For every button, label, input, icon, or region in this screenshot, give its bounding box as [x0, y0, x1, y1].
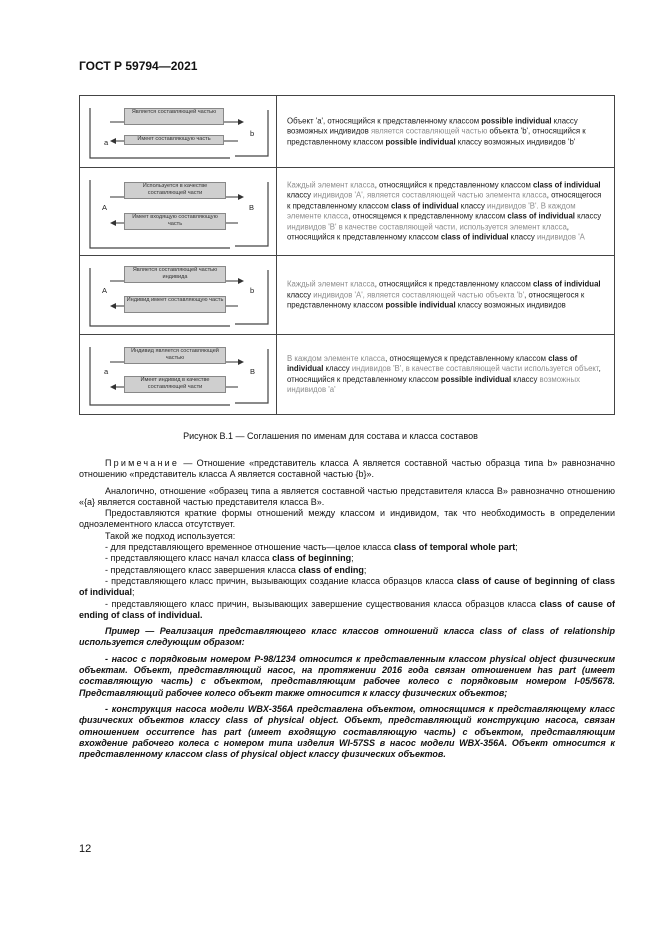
- diagram-1-lines: [80, 96, 277, 167]
- diagram-3-bottom-box: Индивид имеет составляющую часть: [124, 296, 226, 313]
- example-intro: Пример — Реализация представляющего класс классов отношений класса class of class of relationship используется следующим образом:: [79, 626, 615, 648]
- figure-text-segment: классу: [287, 190, 314, 200]
- figure-text-segment: индивидов 'A', является составляющей частью элемента класса: [313, 190, 547, 200]
- figure-text-segment: , относящемуся к представленному классом: [385, 353, 549, 363]
- figure-row-3-text: [287, 279, 606, 311]
- figure-text-segment: индивидов 'B' в качестве составляющей части, используется элемент класса: [287, 222, 567, 231]
- figure-text-segment: возможных индивидов 'a': [287, 374, 581, 394]
- diagram-1-top-box: Является составляющей частью: [124, 108, 224, 125]
- figure-text-segment: , относящегося к представленному классом: [287, 289, 585, 310]
- bullet-2-term: class of beginning: [272, 553, 352, 564]
- diagram-2: [80, 168, 277, 255]
- figure-text-segment: possible individual: [481, 115, 552, 125]
- diagram-2-bottom-box: Имеет входящую составляющую часть: [124, 213, 226, 230]
- diagram-3: [80, 256, 277, 334]
- diagram-4-bottom-box: Имеет индивид в качестве составляющей части: [124, 376, 226, 393]
- figure-text-segment: , относящемся к представленному классом: [348, 211, 508, 221]
- figure-text-segment: классу возможных индивидов: [455, 300, 566, 310]
- body-text: [79, 458, 615, 760]
- bullet-4-end: ;: [132, 587, 135, 598]
- paragraph-approach: Такой же подход используется:: [105, 530, 236, 541]
- bullet-3: [79, 565, 615, 576]
- bullet-1-end: ;: [515, 542, 518, 553]
- diagram-2-right-label: B: [249, 203, 255, 212]
- bullet-4-text: - представляющего класс причин, вызывающих создание класса образцов класса: [105, 575, 457, 586]
- note-label: Примечание: [105, 458, 180, 468]
- figure-text-segment: class of individual: [287, 353, 578, 373]
- diagram-4: [80, 335, 277, 414]
- bullet-1: [79, 542, 615, 553]
- diagram-1-left-label: a: [104, 138, 109, 147]
- figure-text-segment: классу: [574, 211, 602, 221]
- figure-text-segment: классу: [511, 374, 540, 384]
- diagram-3-right-label: b: [250, 286, 255, 295]
- figure-row-4-text: [287, 354, 606, 396]
- diagram-1: [80, 96, 277, 167]
- bullet-5-term: class of cause of ending of class of individual.: [79, 598, 615, 620]
- figure-row-1: [80, 96, 614, 167]
- figure-text-segment: Каждый элемент класса: [287, 180, 375, 189]
- figure-caption: Рисунок B.1 — Соглашения по именам для состава и класса составов: [183, 431, 478, 441]
- figure-text-segment: классу возможных индивидов: [287, 115, 578, 136]
- diagram-1-bottom-box: Имеет составляющую часть: [124, 135, 224, 145]
- figure-text-segment: индивидов 'A', является составляющей частью объекта 'b': [313, 289, 525, 299]
- figure-text-segment: классу возможных индивидов 'b': [455, 136, 576, 146]
- figure-text-segment: классу: [508, 232, 537, 242]
- figure-text-segment: , относящегося к представленному классом: [287, 190, 602, 210]
- figure-text-segment: , относящийся к представленному классом: [287, 364, 601, 384]
- figure-table: [79, 95, 615, 415]
- figure-text-segment: индивидов 'B'.: [487, 201, 539, 210]
- figure-text-segment: В каждом элементе класса: [287, 353, 386, 363]
- figure-row-3: [80, 255, 614, 334]
- bullet-4-term: class of cause of beginning of class of individual: [79, 575, 615, 598]
- example-item-1: - насос с порядковым номером P-98/1234 относится к представленным классом physical object физическим объектам. Объект, представляющий насос, на протяжении 2016 года связан отношением has part (имеет составляющую часть) с объектом, представляющим рабочее колесо с порядковым номером I-05/5678. Представляющий рабочее колесо объект также относится к классу физических объектов;: [79, 653, 615, 698]
- figure-text-segment: В каждом элементе класса: [287, 201, 576, 221]
- figure-text-segment: классу: [458, 201, 488, 210]
- figure-text-segment: class of individual: [391, 201, 459, 210]
- figure-text-segment: классу: [323, 364, 352, 373]
- figure-text-segment: классу: [287, 289, 314, 299]
- figure-text-segment: , относящийся к представленному классом: [374, 180, 533, 189]
- diagram-4-left-label: a: [104, 367, 109, 376]
- bullet-5: [79, 599, 615, 622]
- figure-text-segment: , относящийся к представленному классом: [374, 279, 533, 289]
- paragraph-analog: Аналогично, отношение «образец типа a является составной частью представителя класса B» равнозначно отношению «{a} является составной частью представителя класса B».: [79, 485, 615, 507]
- figure-text-segment: , относящийся к представленному классом: [287, 222, 569, 242]
- figure-text-segment: possible individual: [385, 136, 456, 146]
- bullet-2: [79, 553, 615, 564]
- diagram-3-left-label: A: [102, 286, 108, 295]
- figure-text-segment: class of individual: [532, 279, 601, 289]
- figure-text-segment: объекта 'b', относящийся к представленному классом: [287, 126, 586, 146]
- diagram-2-top-box: Используется в качестве составляющей части: [124, 182, 226, 199]
- figure-text-segment: possible individual: [440, 374, 512, 384]
- figure-text-segment: Каждый элемент класса: [287, 279, 375, 289]
- note-text: — Отношение «представитель класса A является составной частью образца типа b» равнозначно отношению «представитель класса A является составной частью {b}».: [79, 458, 615, 480]
- figure-row-2-text: [287, 180, 606, 243]
- figure-text-segment: class of individual: [532, 180, 601, 189]
- bullet-3-text: - представляющего класс завершения класса: [105, 564, 299, 575]
- paragraph-short-forms: Предоставляются краткие формы отношений между классом и индивидом, так что необходимость в определении одноэлементного класса отсутствует.: [79, 508, 615, 530]
- diagram-4-top-box: Индивид является составляющей частью: [124, 347, 226, 364]
- document-standard-header: ГОСТ Р 59794—2021: [79, 59, 198, 73]
- page-number: 12: [79, 843, 92, 855]
- figure-text-segment: является составляющей частью: [370, 126, 488, 136]
- figure-row-4: [80, 334, 614, 414]
- figure-text-segment: индивидов 'A: [536, 232, 585, 242]
- figure-row-2: [80, 167, 614, 255]
- bullet-5-text: - представляющего класс причин, вызывающих завершение существования класса образцов класса: [105, 598, 540, 609]
- bullet-3-end: ;: [363, 564, 367, 575]
- bullet-4: [79, 576, 615, 599]
- bullet-3-term: class of ending: [298, 564, 364, 575]
- bullet-2-text: - представляющего класс начал класса: [105, 553, 273, 564]
- diagram-2-left-label: A: [102, 203, 108, 212]
- figure-text-segment: индивидов 'B', в качестве составляющей части используется объект: [351, 364, 599, 373]
- figure-text-segment: possible individual: [385, 300, 456, 310]
- diagram-1-right-label: b: [250, 129, 255, 138]
- figure-text-segment: Объект 'a', относящийся к представленному классом: [287, 115, 482, 125]
- diagram-4-right-label: B: [250, 367, 256, 376]
- figure-row-1-text: [287, 116, 606, 148]
- bullet-2-end: ;: [351, 553, 354, 564]
- diagram-3-top-box: Является составляющей частью индивида: [124, 266, 226, 283]
- bullet-1-text: - для представляющего временное отношение часть—целое класса: [105, 542, 394, 553]
- figure-text-segment: class of individual: [507, 211, 575, 221]
- figure-text-segment: class of individual: [440, 232, 509, 242]
- note-paragraph: [79, 458, 615, 481]
- example-item-2: - конструкция насоса модели WBX-356A представлена объектом, относящимся к представляющему класс физических объектов классу class of physical object. Объект, представляющий конструкцию насоса, связан отношением occurrence has part (имеет входящую составляющую часть) с объектом, представляющим вхождение рабочего колеса с номером типа изделия WI-57SS в насос модели WBX-356A. Объект относится к представленному классом class of physical object классу физических объектов.: [79, 703, 615, 760]
- bullet-1-term: class of temporal whole part: [393, 542, 516, 553]
